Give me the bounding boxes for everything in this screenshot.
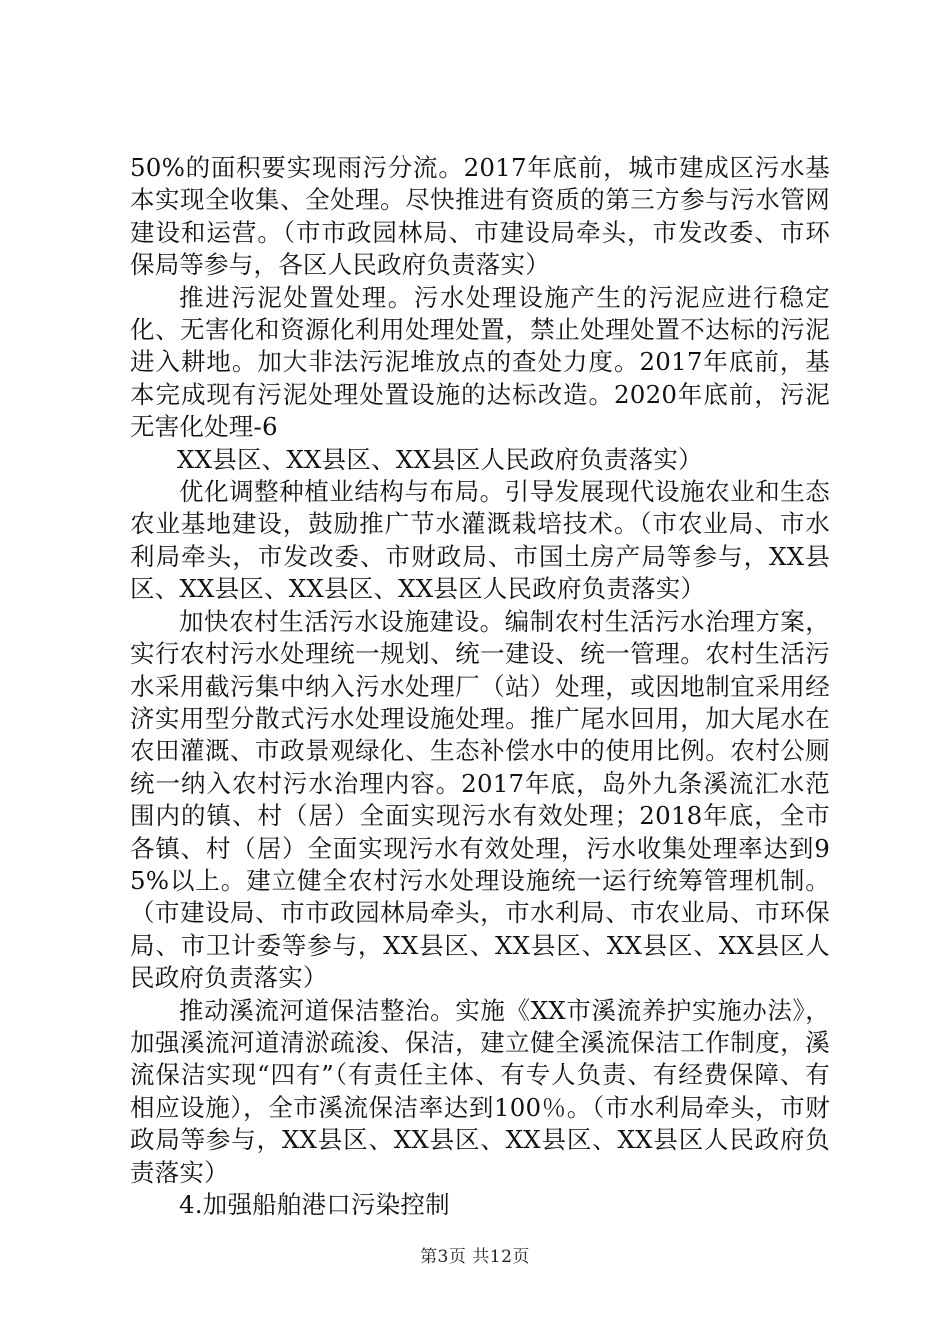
paragraph-county-responsibility: XX县区、XX县区、XX县区人民政府负责落实） — [177, 444, 703, 474]
page-number-footer: 第3页 共12页 — [420, 1247, 530, 1267]
paragraph-rural-sewage: 加快农村生活污水设施建设。编制农村生活污水治理方案，实行农村污水处理统一规划、统一建设、统一管理。农村生活污水采用截污集中纳入污水处理厂（站）处理，或因地制宜采用经济实用型分散式污水处理设施处理。推广尾水回用，加大尾水在农田灌溉、市政景观绿化、生态补偿水中的使用比例。农村公厕统一纳入农村污水治理内容。2017年底，岛外九条溪流汇水范围内的镇、村（居）全面实现污水有效处理；2018年底，全市各镇、村（居）全面实现污水有效处理，污水收集处理率达到95%以上。建立健全农村污水处理设施统一运行统筹管理机制。（市建设局、市市政园林局牵头，市水利局、市农业局、市环保局、市卫计委等参与，XX县区、XX县区、XX县区、XX县区人民政府负责落实） — [130, 606, 830, 993]
paragraph-sludge-disposal: 推进污泥处置处理。污水处理设施产生的污泥应进行稳定化、无害化和资源化利用处理处置，禁止处理处置不达标的污泥进入耕地。加大非法污泥堆放点的查处力度。2017年底前，基本完成现有污泥处理处置设施的达标改造。2020年底前，污泥无害化处理-6 — [130, 282, 830, 442]
paragraph-sewage-separation: 50%的面积要实现雨污分流。2017年底前，城市建成区污水基本实现全收集、全处理。尽快推进有资质的第三方参与污水管网建设和运营。（市市政园林局、市建设局牵头，市发改委、市环保局等参与，各区人民政府负责落实） — [130, 153, 830, 280]
section-heading-ship-port-pollution: 4.加强船舶港口污染控制 — [179, 1190, 450, 1219]
document-body — [130, 152, 830, 1221]
paragraph-planting-structure: 优化调整种植业结构与布局。引导发展现代设施农业和生态农业基地建设，鼓励推广节水灌溉栽培技术。（市农业局、市水利局牵头，市发改委、市财政局、市国土房产局等参与，XX县区、XX县区、XX县区、XX县区人民政府负责落实） — [130, 477, 830, 604]
paragraph-stream-cleaning: 推动溪流河道保洁整治。实施《XX市溪流养护实施办法》，加强溪流河道清淤疏浚、保洁，建立健全溪流保洁工作制度，溪流保洁实现“四有”（有责任主体、有专人负责、有经费保障、有相应设施），全市溪流保洁率达到100％。（市水利局牵头，市财政局等参与，XX县区、XX县区、XX县区、XX县区人民政府负责落实） — [130, 995, 830, 1187]
